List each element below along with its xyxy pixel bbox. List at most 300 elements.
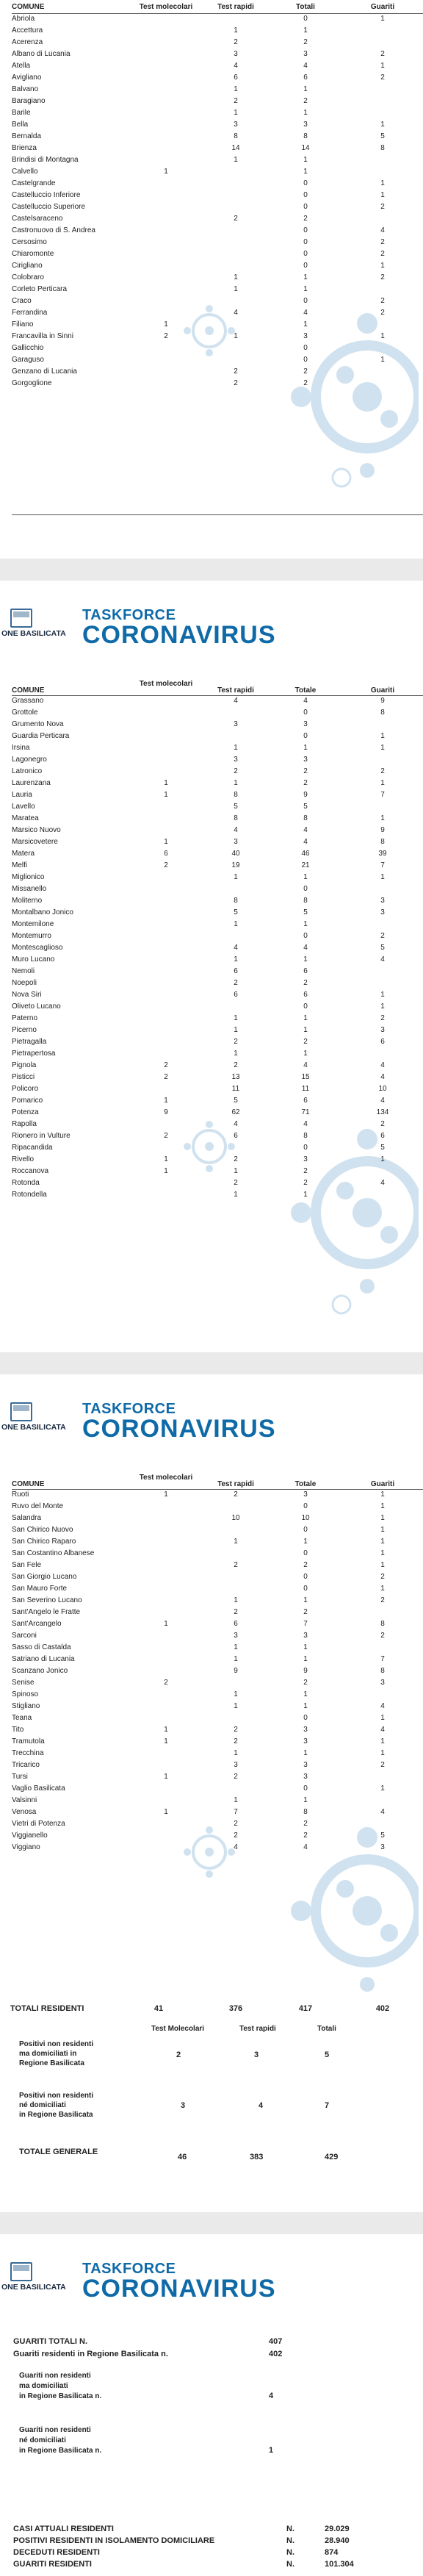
cell-comune: Castelgrande: [12, 179, 56, 187]
cell-test-molecolari: [129, 1083, 203, 1095]
cell-test-molecolari: [129, 131, 203, 143]
cell-test-rapidi: 2: [234, 1820, 238, 1828]
region-logo-icon: [10, 2262, 32, 2281]
table-row: [12, 1513, 423, 1524]
brand-header: [0, 603, 423, 648]
cell-test-rapidi: 1: [234, 109, 238, 117]
cell-test-rapidi: [203, 1712, 269, 1724]
cell-test-rapidi: 13: [231, 1073, 240, 1081]
cell-comune: Pisticci: [12, 1073, 35, 1081]
table-row: [12, 166, 423, 178]
cell-comune: Vaglio Basilicata: [12, 1784, 65, 1793]
cell-guariti: 1: [380, 179, 385, 187]
cell-test-rapidi: 1: [234, 1702, 238, 1710]
cell-totale: 0: [303, 344, 308, 352]
cell-test-molecolari: [129, 1119, 203, 1130]
cell-guariti: [342, 1607, 423, 1618]
cell-test-rapidi: 2: [234, 1561, 238, 1569]
cell-totale: 0: [303, 191, 308, 199]
cell-totale: 21: [301, 861, 310, 869]
cell-totale: 11: [301, 1085, 310, 1093]
cell-totale: 2: [303, 379, 308, 387]
cell-test-molecolari: [129, 96, 203, 107]
cell-comune: Calvello: [12, 168, 38, 176]
cell-test-rapidi: 4: [234, 826, 238, 834]
cell-guariti: 9: [380, 826, 385, 834]
cell-test-rapidi: [203, 1524, 269, 1536]
cell-comune: Ruoti: [12, 1490, 29, 1499]
cell-comune: Stigliano: [12, 1702, 40, 1710]
cell-test-rapidi: 2: [234, 1179, 238, 1187]
cell-guariti: 8: [380, 1667, 385, 1675]
cell-comune: Nemoli: [12, 967, 35, 975]
table-row: [12, 307, 423, 319]
cell-test-molecolari: [129, 1536, 203, 1548]
cell-comune: Ruvo del Monte: [12, 1502, 64, 1510]
cell-test-rapidi: 62: [231, 1108, 240, 1116]
nonres2-tot: 7: [325, 2101, 330, 2110]
cell-totale: 0: [303, 1002, 308, 1011]
cell-guariti: [342, 284, 423, 295]
cell-guariti: 1: [380, 1737, 385, 1746]
table-row: [12, 1189, 423, 1201]
table-row: [12, 895, 423, 907]
cell-guariti: 2: [380, 203, 385, 211]
cell-totale: 2: [303, 1167, 308, 1175]
table-row: [12, 1489, 423, 1501]
table-row: [12, 37, 423, 49]
cell-test-rapidi: 7: [234, 1808, 238, 1816]
nonres-header-mol: Test Molecolari: [151, 2025, 205, 2033]
cell-comune: Lavello: [12, 803, 35, 811]
cell-comune: Rivello: [12, 1155, 35, 1163]
cell-guariti: 9: [380, 697, 385, 706]
cell-test-rapidi: [203, 178, 269, 190]
totali-residenti-tot: 417: [298, 2004, 313, 2013]
cell-test-molecolari: [129, 1712, 203, 1724]
cell-totale: 10: [301, 1514, 310, 1522]
cell-comune: San Fele: [12, 1561, 42, 1569]
stat-n: N.: [286, 2560, 294, 2569]
cell-comune: Lagonegro: [12, 756, 47, 764]
cell-guariti: 1: [380, 121, 385, 129]
table-row: [12, 1654, 423, 1665]
cell-test-rapidi: [203, 1548, 269, 1560]
cell-comune: Matera: [12, 850, 35, 858]
stat-row: [13, 2525, 410, 2536]
cell-test-molecolari: [129, 719, 203, 731]
cell-comune: Salandra: [12, 1514, 42, 1522]
cell-test-rapidi: [203, 201, 269, 213]
table-row: [12, 848, 423, 860]
cell-test-rapidi: 4: [234, 697, 238, 706]
cell-totale: 6: [303, 1097, 308, 1105]
cell-test-rapidi: 2: [234, 215, 238, 223]
stat-label: POSITIVI RESIDENTI IN ISOLAMENTO DOMICILIARE: [13, 2536, 215, 2545]
cell-test-molecolari: [129, 766, 203, 778]
cell-totale: 1: [303, 1749, 308, 1757]
cell-test-rapidi: [203, 1783, 269, 1795]
table-row: [12, 1701, 423, 1712]
cell-totale: 71: [301, 1108, 310, 1116]
cell-guariti: 1: [380, 1561, 385, 1569]
cell-test-molecolari: 6: [164, 850, 168, 858]
cell-guariti: 3: [380, 1843, 385, 1851]
page-3: [0, 1382, 423, 2212]
totale-generale-mol: 46: [178, 2153, 187, 2161]
cell-guariti: [342, 1689, 423, 1701]
cell-test-molecolari: [129, 1689, 203, 1701]
cell-test-molecolari: [129, 1701, 203, 1712]
cell-test-rapidi: 6: [234, 991, 238, 999]
table-row: [12, 754, 423, 766]
cell-test-rapidi: 2: [234, 1737, 238, 1746]
cell-test-molecolari: [129, 930, 203, 942]
cell-test-rapidi: [203, 295, 269, 307]
cell-totale: 1: [303, 320, 308, 329]
cell-comune: Tramutola: [12, 1737, 45, 1746]
cell-totale: 1: [303, 955, 308, 964]
stats-block: [13, 2525, 410, 2572]
cell-guariti: 1: [380, 1749, 385, 1757]
cell-test-molecolari: 1: [164, 320, 168, 329]
cell-test-molecolari: 2: [164, 1073, 168, 1081]
cell-guariti: 2: [380, 1014, 385, 1022]
cell-test-rapidi: [203, 1583, 269, 1595]
page-separator: [0, 1352, 423, 1374]
table-row: [12, 178, 423, 190]
cell-comune: Castronuovo di S. Andrea: [12, 226, 95, 234]
cell-comune: Rionero in Vulture: [12, 1132, 70, 1140]
cell-test-rapidi: 1: [234, 1655, 238, 1663]
cell-guariti: 3: [380, 1679, 385, 1687]
cell-test-molecolari: 1: [164, 1808, 168, 1816]
cell-totale: 1: [303, 168, 308, 176]
cell-test-rapidi: 3: [234, 838, 238, 846]
header-comune: COMUNE: [12, 2, 45, 11]
cell-guariti: 1: [380, 1526, 385, 1534]
cell-guariti: 1: [380, 744, 385, 752]
cell-guariti: [342, 342, 423, 354]
cell-test-rapidi: [203, 1571, 269, 1583]
cell-test-rapidi: 4: [234, 944, 238, 952]
cell-guariti: [342, 1795, 423, 1807]
cell-test-rapidi: 6: [234, 1132, 238, 1140]
cell-test-molecolari: [129, 1177, 203, 1189]
cell-guariti: 2: [380, 73, 385, 82]
cell-test-rapidi: 1: [234, 85, 238, 93]
table-row: [12, 1142, 423, 1154]
cell-totale: 0: [303, 356, 308, 364]
cell-test-molecolari: [129, 731, 203, 742]
cell-comune: Noepoli: [12, 979, 37, 987]
totali-residenti-rap: 376: [228, 2004, 243, 2013]
cell-comune: Missanello: [12, 885, 47, 893]
nonres-header-tot: Totali: [317, 2025, 336, 2033]
cell-totale: 3: [303, 121, 308, 129]
cell-totale: 0: [303, 1549, 308, 1557]
cell-totale: 3: [303, 1632, 308, 1640]
cell-test-rapidi: 1: [234, 1749, 238, 1757]
cell-comune: Irsina: [12, 744, 30, 752]
page-separator: [0, 559, 423, 581]
cell-guariti: [342, 154, 423, 166]
cell-guariti: 2: [380, 1573, 385, 1581]
cell-test-molecolari: [129, 1548, 203, 1560]
cell-totale: 1: [303, 1796, 308, 1804]
cell-guariti: [342, 1818, 423, 1830]
cell-guariti: 4: [380, 955, 385, 964]
cell-totale: 2: [303, 1179, 308, 1187]
cell-test-molecolari: [129, 1607, 203, 1618]
cell-comune: Nova Siri: [12, 991, 42, 999]
cell-comune: Atella: [12, 62, 31, 70]
cell-test-rapidi: 11: [231, 1085, 240, 1093]
cell-guariti: [342, 754, 423, 766]
cell-test-molecolari: [129, 989, 203, 1001]
cell-test-rapidi: 8: [234, 897, 238, 905]
cell-comune: Ferrandina: [12, 309, 48, 317]
region-label: ONE BASILICATA: [1, 1423, 66, 1432]
cell-totale: 2: [303, 779, 308, 787]
cell-test-rapidi: [203, 225, 269, 237]
stat-row: [13, 2560, 410, 2572]
cell-test-molecolari: 1: [164, 1097, 168, 1105]
table-row: [12, 1724, 423, 1736]
table-row: [12, 766, 423, 778]
stat-label: CASI ATTUALI RESIDENTI: [13, 2525, 114, 2533]
cell-test-rapidi: 3: [234, 50, 238, 58]
table-row: [12, 354, 423, 366]
cell-totale: 0: [303, 1784, 308, 1793]
table-row: [12, 295, 423, 307]
table-row: [12, 72, 423, 84]
table-row: [12, 813, 423, 825]
table-row: [12, 342, 423, 354]
table-row: [12, 225, 423, 237]
cell-test-rapidi: 6: [234, 967, 238, 975]
guariti-residenti-value: 402: [269, 2350, 283, 2358]
cell-test-molecolari: [129, 1524, 203, 1536]
cell-test-molecolari: [129, 190, 203, 201]
nonres1-rap: 3: [254, 2051, 259, 2059]
cell-test-molecolari: [129, 942, 203, 954]
cell-test-rapidi: 2: [234, 367, 238, 376]
table-row: [12, 1783, 423, 1795]
table-row: [12, 1048, 423, 1060]
cell-guariti: [342, 919, 423, 930]
guariti-totali-label: GUARITI TOTALI N.: [13, 2337, 88, 2346]
stat-value: 874: [325, 2548, 339, 2557]
cell-totale: 8: [303, 1132, 308, 1140]
cell-comune: Tursi: [12, 1773, 28, 1781]
cell-comune: Baragiano: [12, 97, 46, 105]
cell-test-molecolari: [129, 154, 203, 166]
cell-comune: Marsico Nuovo: [12, 826, 61, 834]
totali-residenti-mol: 41: [153, 2004, 164, 2013]
cell-comune: Brienza: [12, 144, 37, 152]
cell-comune: Pomarico: [12, 1097, 43, 1105]
cell-test-rapidi: 5: [234, 908, 238, 916]
table-row: [12, 1595, 423, 1607]
table-row: [12, 836, 423, 848]
cell-totale: 1: [303, 1702, 308, 1710]
cell-guariti: 4: [380, 1179, 385, 1187]
table-row: [12, 213, 423, 225]
cell-test-rapidi: 1: [234, 1538, 238, 1546]
cell-comune: Abriola: [12, 15, 35, 24]
cell-test-molecolari: [129, 213, 203, 225]
cell-comune: San Chirico Raparo: [12, 1538, 76, 1546]
cell-test-molecolari: 1: [164, 1490, 168, 1499]
table-row: [12, 1107, 423, 1119]
cell-test-rapidi: 2: [234, 1831, 238, 1840]
table-row: [12, 954, 423, 966]
table-row: [12, 731, 423, 742]
guariti-non-domiciliati-value: 1: [269, 2446, 274, 2455]
cell-test-molecolari: [129, 1665, 203, 1677]
cell-comune: Sant'Arcangelo: [12, 1620, 62, 1628]
cell-comune: Castelsaraceno: [12, 215, 63, 223]
table-row: [12, 1548, 423, 1560]
cell-test-molecolari: [129, 1595, 203, 1607]
cell-test-molecolari: [129, 1830, 203, 1842]
cell-test-rapidi: [203, 731, 269, 742]
table-row: [12, 1630, 423, 1642]
municipality-table-2: [12, 673, 423, 1201]
cell-test-molecolari: [129, 1654, 203, 1665]
cell-comune: Laurenzana: [12, 779, 51, 787]
cell-test-molecolari: 1: [164, 1726, 168, 1734]
cell-comune: Lauria: [12, 791, 32, 799]
stat-row: [13, 2548, 410, 2560]
cell-totale: 6: [303, 73, 308, 82]
cell-test-molecolari: [129, 1571, 203, 1583]
coronavirus-label: CORONAVIRUS: [82, 2275, 276, 2303]
cell-guariti: 1: [380, 732, 385, 740]
taskforce-label: TASKFORCE: [82, 2261, 176, 2277]
cell-test-rapidi: [203, 319, 269, 331]
cell-totale: 1: [303, 873, 308, 881]
cell-test-rapidi: [203, 354, 269, 366]
cell-test-rapidi: 1: [234, 1191, 238, 1199]
cell-test-molecolari: [129, 84, 203, 96]
cell-comune: Roccanova: [12, 1167, 49, 1175]
cell-totale: 0: [303, 732, 308, 740]
cell-guariti: 5: [380, 1144, 385, 1152]
cell-test-rapidi: 2: [234, 379, 238, 387]
cell-totale: 6: [303, 967, 308, 975]
cell-comune: Gallicchio: [12, 344, 44, 352]
table-row: [12, 707, 423, 719]
cell-guariti: 7: [380, 791, 385, 799]
cell-test-rapidi: 1: [234, 1596, 238, 1604]
cell-totale: 3: [303, 720, 308, 728]
cell-test-molecolari: [129, 201, 203, 213]
cell-test-rapidi: 5: [234, 803, 238, 811]
cell-comune: Marsicovetere: [12, 838, 58, 846]
cell-totale: 2: [303, 215, 308, 223]
cell-guariti: 5: [380, 944, 385, 952]
cell-totale: 3: [303, 1155, 308, 1163]
table-row: [12, 989, 423, 1001]
cell-comune: Policoro: [12, 1085, 39, 1093]
cell-test-molecolari: 1: [164, 1167, 168, 1175]
cell-totale: 0: [303, 203, 308, 211]
cell-test-molecolari: [129, 13, 203, 25]
cell-guariti: 39: [378, 850, 387, 858]
cell-guariti: 2: [380, 250, 385, 258]
table-row: [12, 1748, 423, 1759]
cell-guariti: 8: [380, 708, 385, 717]
municipality-table-1: [12, 1, 423, 390]
cell-guariti: [342, 366, 423, 378]
cell-totale: 1: [303, 156, 308, 164]
cell-test-molecolari: 1: [164, 779, 168, 787]
cell-test-molecolari: [129, 1501, 203, 1513]
cell-comune: Spinoso: [12, 1690, 39, 1698]
cell-test-rapidi: 1: [234, 1026, 238, 1034]
cell-test-rapidi: 8: [234, 791, 238, 799]
cell-test-molecolari: [129, 1189, 203, 1201]
cell-test-rapidi: 2: [234, 979, 238, 987]
cell-totale: 9: [303, 1667, 308, 1675]
cell-totale: 4: [303, 309, 308, 317]
cell-guariti: [342, 1642, 423, 1654]
cell-guariti: 8: [380, 838, 385, 846]
cell-test-molecolari: [129, 695, 203, 707]
cell-comune: San Severino Lucano: [12, 1596, 82, 1604]
cell-comune: Tito: [12, 1726, 24, 1734]
cell-guariti: [342, 378, 423, 390]
cell-totale: 1: [303, 1538, 308, 1546]
cell-totale: 5: [303, 803, 308, 811]
table-row: [12, 1759, 423, 1771]
cell-guariti: 2: [380, 238, 385, 246]
cell-comune: San Mauro Forte: [12, 1585, 68, 1593]
cell-totale: 2: [303, 1679, 308, 1687]
cell-totale: 2: [303, 1608, 308, 1616]
cell-test-molecolari: [129, 1036, 203, 1048]
cell-totale: 5: [303, 908, 308, 916]
cell-test-molecolari: [129, 248, 203, 260]
cell-test-rapidi: 4: [234, 309, 238, 317]
cell-comune: Satriano di Lucania: [12, 1655, 75, 1663]
cell-comune: Montemurro: [12, 932, 51, 940]
cell-totale: 1: [303, 920, 308, 928]
cell-totale: 0: [303, 1144, 308, 1152]
table-row: [12, 942, 423, 954]
cell-comune: Miglionico: [12, 873, 45, 881]
table-row: [12, 1095, 423, 1107]
header-test-molecolari: Test molecolari: [139, 1473, 193, 1482]
cell-test-molecolari: 2: [164, 861, 168, 869]
cell-totale: 2: [303, 38, 308, 46]
cell-totale: 0: [303, 262, 308, 270]
cell-test-molecolari: [129, 754, 203, 766]
cell-comune: Francavilla in Sinni: [12, 332, 73, 340]
cell-comune: Avigliano: [12, 73, 42, 82]
cell-test-rapidi: 1: [234, 1050, 238, 1058]
cell-totale: 2: [303, 767, 308, 775]
cell-test-molecolari: [129, 260, 203, 272]
cell-comune: Vietri di Potenza: [12, 1820, 65, 1828]
cell-test-molecolari: [129, 883, 203, 895]
table-row: [12, 84, 423, 96]
table-row: [12, 1842, 423, 1854]
cell-comune: Accettura: [12, 26, 43, 35]
taskforce-label: TASKFORCE: [82, 1401, 176, 1417]
